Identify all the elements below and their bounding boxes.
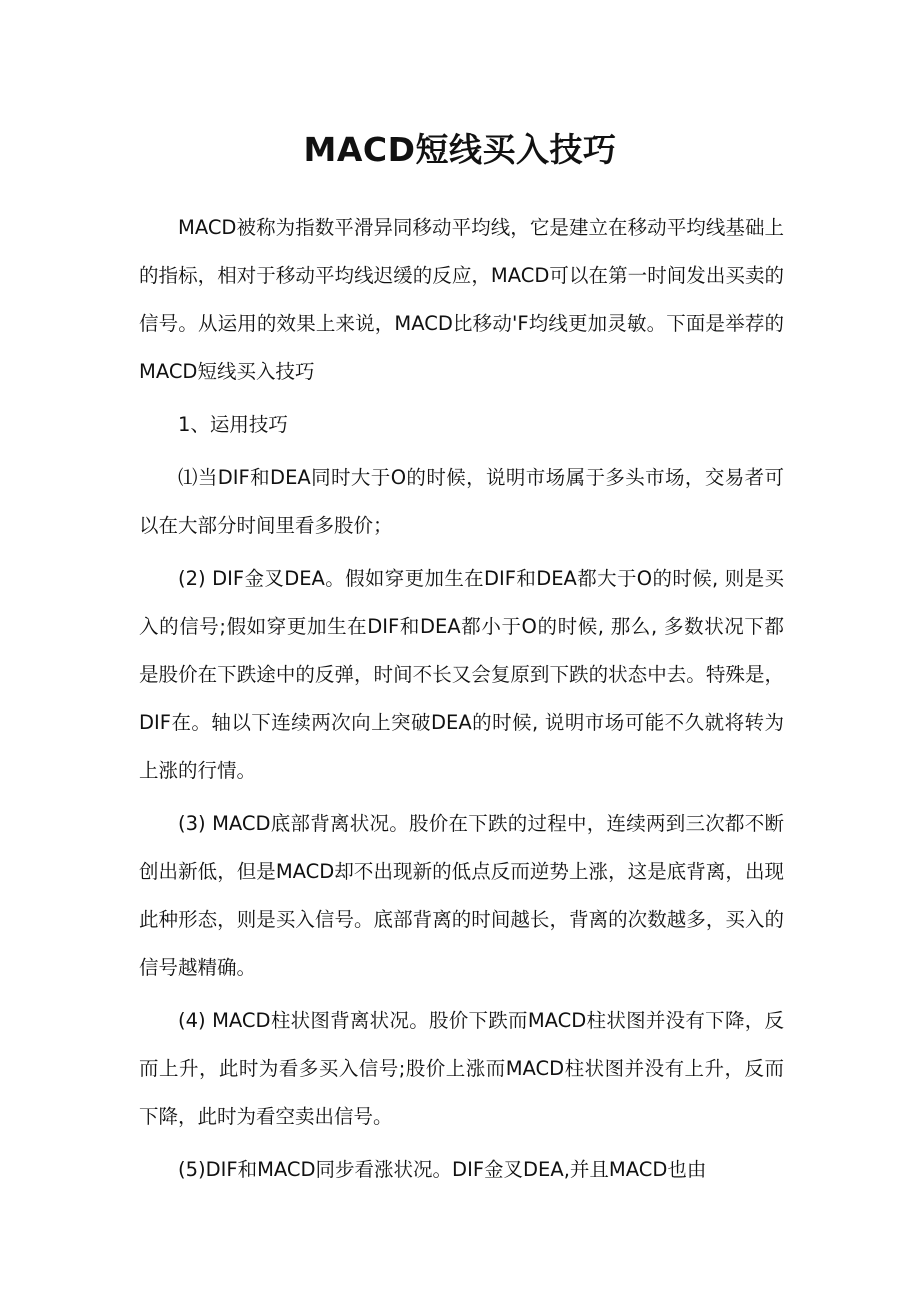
document-title: MACD短线买入技巧: [303, 130, 617, 169]
paragraph-item-3: (3) MACD底部背离状况。股价在下跌的过程中，连续两到三次都不断创出新低，但是MACD却不出现新的低点反而逆势上涨，这是底背离，出现此种形态，则是买入信号。底部背离的时间越长，背离的次数越多，买入的信号越精确。: [139, 812, 784, 979]
paragraph-item-5: (5)DIF和MACD同步看涨状况。DIF金叉DEA,并且MACD也由: [178, 1158, 707, 1181]
paragraph-intro: MACD被称为指数平滑异同移动平均线，它是建立在移动平均线基础上的指标，相对于移动平均线迟缓的反应，MACD可以在第一时间发出买卖的信号。从运用的效果上来说，MACD比移动'F均线更加灵敏。下面是举荐的MACD短线买入技巧: [139, 216, 784, 383]
paragraph-item-2: (2) DIF金叉DEA。假如穿更加生在DIF和DEA都大于O的时候, 则是买入的信号;假如穿更加生在DIF和DEA都小于O的时候, 那么, 多数状况下都是股价在下跌途中的反弹，时间不长又会复原到下跌的状态中去。特殊是，DIF在。轴以下连续两次向上突破DEA的时候, 说明市场可能不久就将转为上涨的行情。: [139, 567, 784, 782]
document-body: [139, 204, 784, 1194]
section-heading: 1、运用技巧: [178, 413, 288, 436]
paragraph-item-1: ⑴当DIF和DEA同时大于O的时候，说明市场属于多头市场，交易者可以在大部分时间里看多股价；: [139, 466, 784, 537]
paragraph-item-4: (4) MACD柱状图背离状况。股价下跌而MACD柱状图并没有下降，反而上升，此时为看多买入信号;股价上涨而MACD柱状图并没有上升，反而下降，此时为看空卖出信号。: [139, 1009, 784, 1128]
